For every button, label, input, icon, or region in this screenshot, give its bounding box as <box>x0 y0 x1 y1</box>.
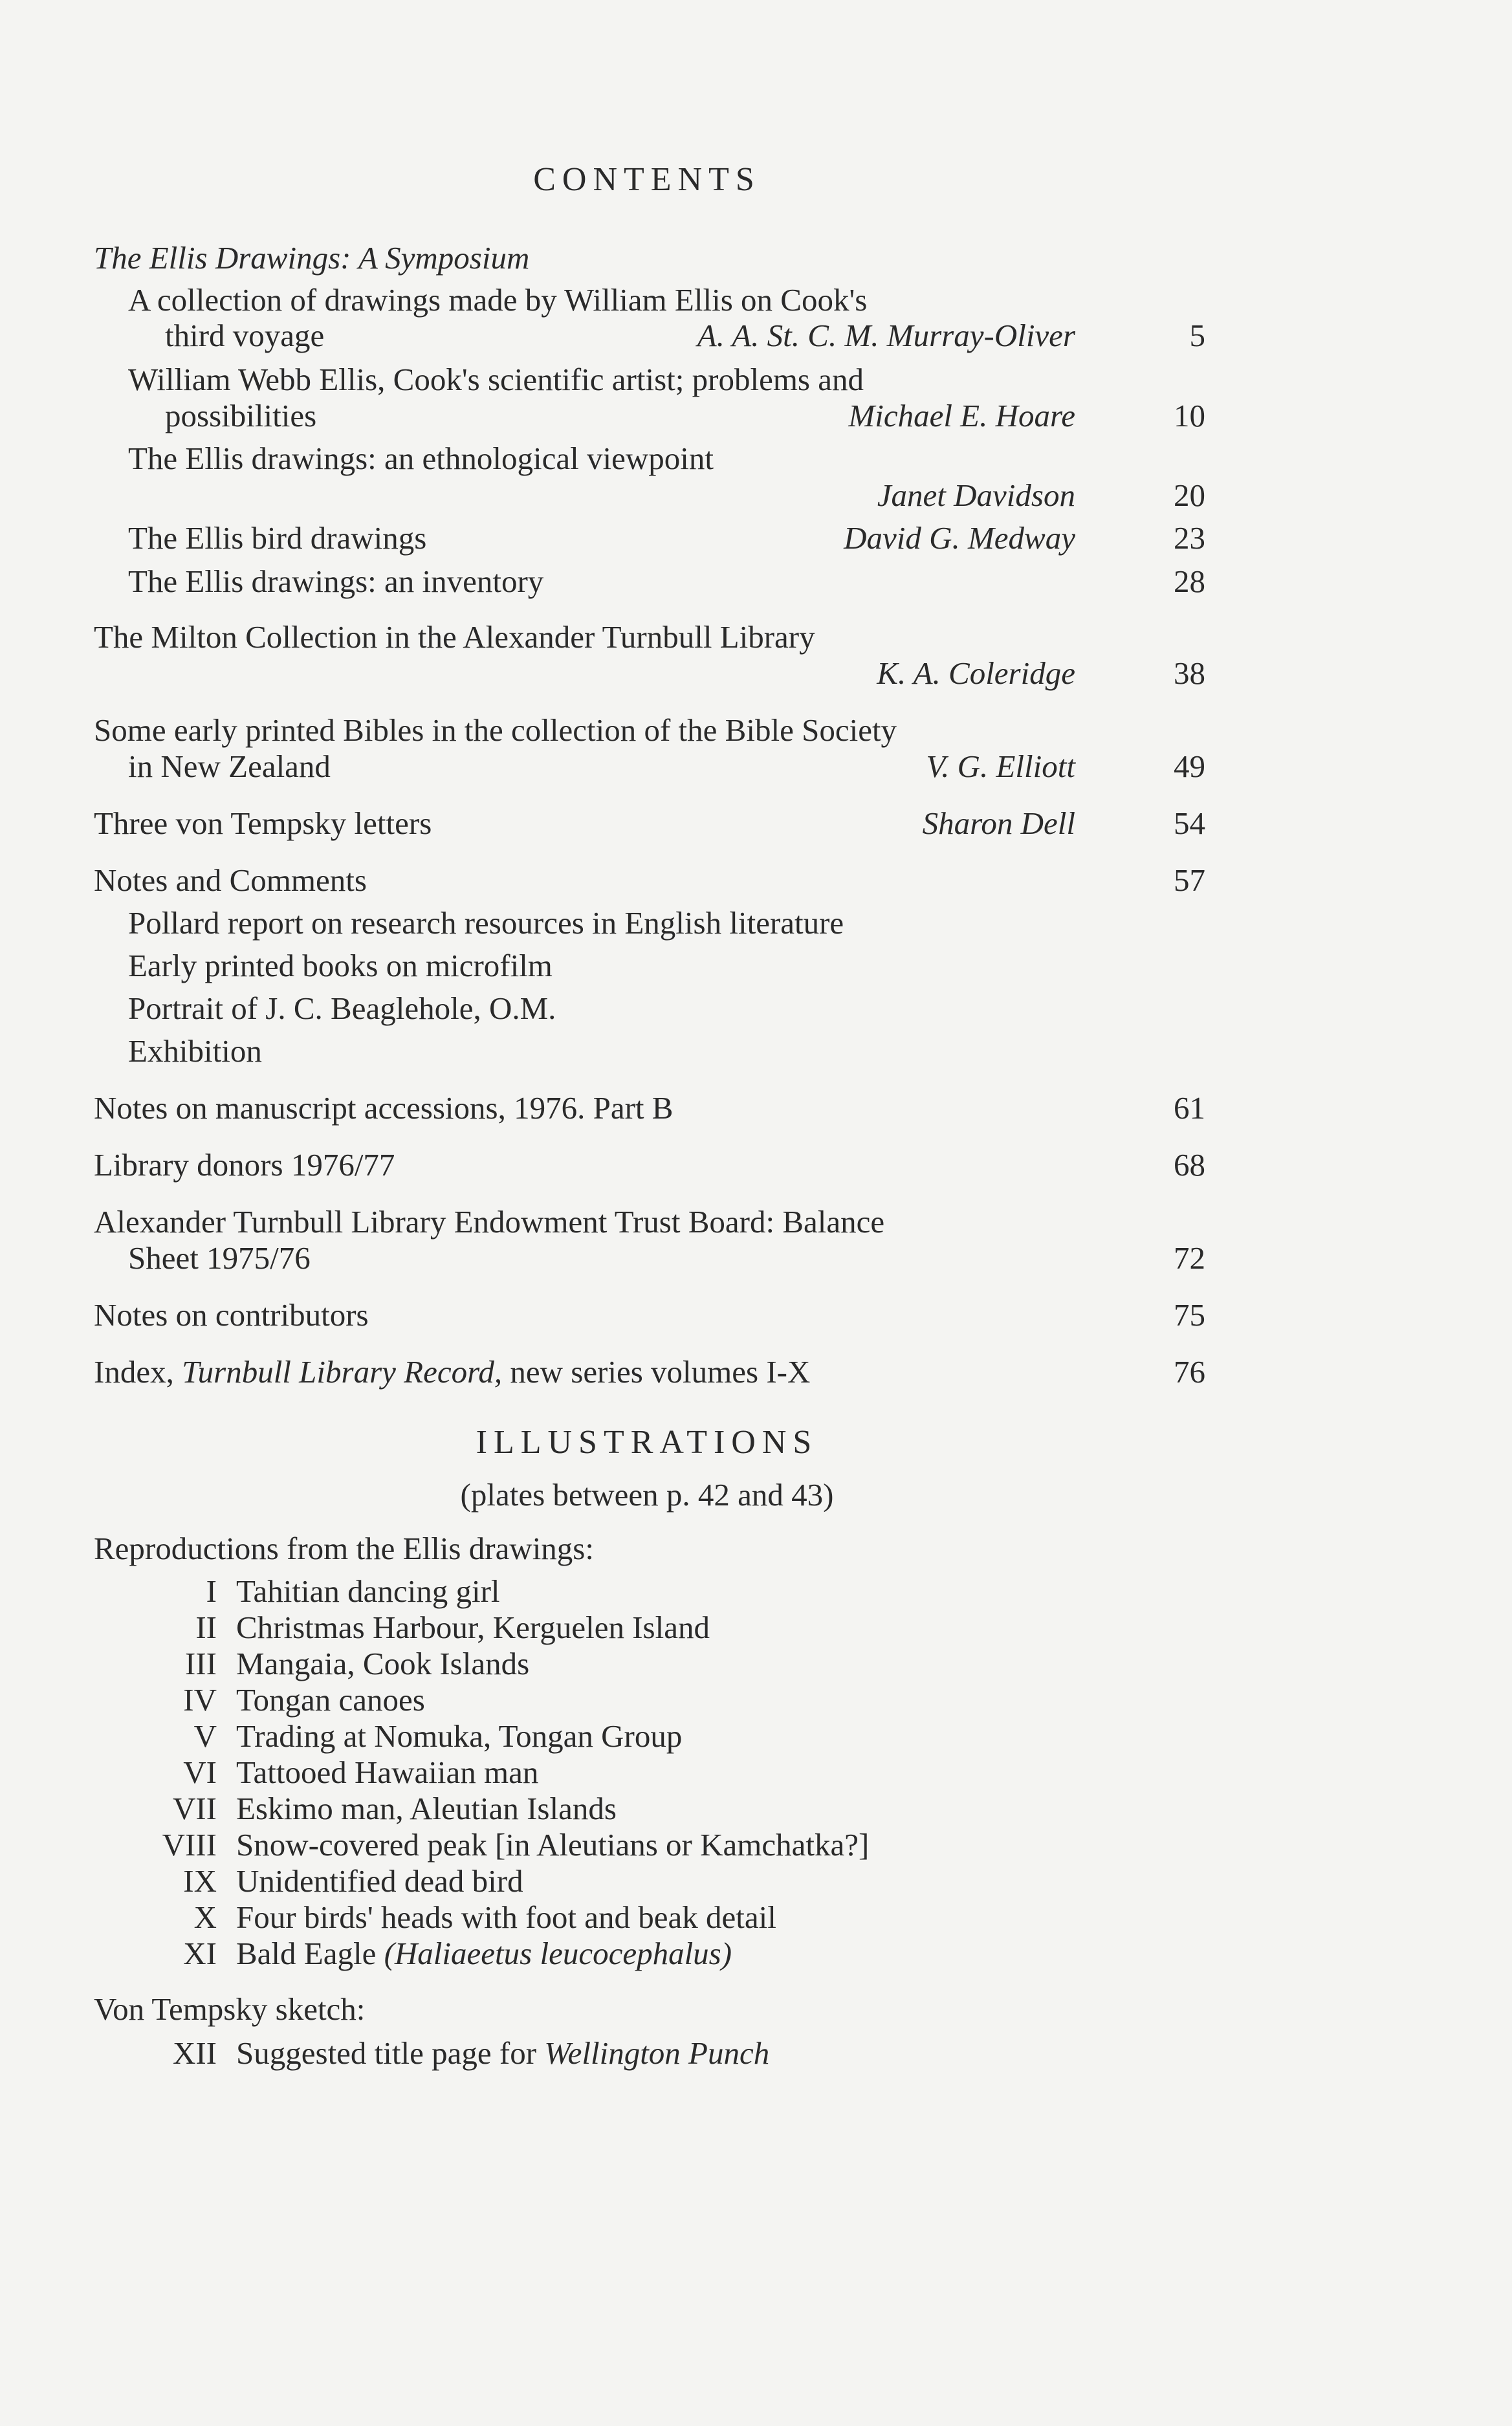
entry-line: Some early printed Bibles in the collection of the Bible Society <box>94 712 897 748</box>
plate-number: I <box>206 1573 217 1609</box>
notes-item: Early printed books on microfilm <box>128 948 553 983</box>
entry-author: Janet Davidson <box>877 477 1075 513</box>
plate-number: XII <box>172 2035 217 2071</box>
plate-title <box>236 1936 732 1972</box>
symposium-title: The Ellis Drawings: A Symposium <box>94 240 530 276</box>
entry-line: Notes on manuscript accessions, 1976. Part B <box>94 1090 674 1126</box>
entry-line: Alexander Turnbull Library Endowment Trust Board: Balance <box>94 1204 885 1240</box>
entry-author: Michael E. Hoare <box>848 398 1075 433</box>
plate-number: VIII <box>162 1827 217 1863</box>
plate-number: IV <box>183 1682 217 1718</box>
tempsky-sketch-label: Von Tempsky sketch: <box>94 1991 366 2027</box>
plate-number: II <box>195 1610 217 1645</box>
plate-title-text: Suggested title page for <box>236 2035 537 2071</box>
entry-line <box>94 1353 810 1391</box>
plate-title-italic: (Haliaeetus leucocephalus) <box>384 1936 732 1971</box>
page-number: 72 <box>1174 1240 1205 1276</box>
plate-title-text: Trading at Nomuka, Tongan Group <box>236 1718 683 1754</box>
entry-line: The Milton Collection in the Alexander Turnbull Library <box>94 619 815 655</box>
plate-title <box>236 1646 529 1682</box>
plate-number: IX <box>183 1863 217 1899</box>
plates-note: (plates between p. 42 and 43) <box>460 1477 834 1513</box>
page-number: 38 <box>1174 655 1205 691</box>
page-number: 20 <box>1174 477 1205 513</box>
plate-number: VII <box>172 1791 217 1826</box>
entry-line: Notes on contributors <box>94 1297 369 1333</box>
plate-number: VI <box>183 1754 217 1790</box>
entry-line: The Ellis drawings: an ethnological viewpoint <box>128 441 714 476</box>
entry-line: Library donors 1976/77 <box>94 1147 395 1183</box>
ellis-repro-label: Reproductions from the Ellis drawings: <box>94 1531 594 1566</box>
plate-title-text: Eskimo man, Aleutian Islands <box>236 1791 617 1826</box>
page-number: 10 <box>1174 398 1205 433</box>
notes-item: Portrait of J. C. Beaglehole, O.M. <box>128 990 556 1026</box>
plate-title-text: Snow-covered peak [in Aleutians or Kamchatka?] <box>236 1827 870 1863</box>
plate-title-italic: Wellington Punch <box>544 2035 770 2071</box>
page-number: 5 <box>1189 318 1205 353</box>
page-number: 75 <box>1174 1297 1205 1333</box>
page-number: 49 <box>1174 749 1205 784</box>
page-number: 28 <box>1174 563 1205 599</box>
page-number: 23 <box>1174 520 1205 556</box>
page-number: 54 <box>1174 805 1205 841</box>
entry-author: A. A. St. C. M. Murray-Oliver <box>697 318 1075 353</box>
plate-title-text: Bald Eagle <box>236 1936 377 1971</box>
contents-heading: CONTENTS <box>533 161 761 198</box>
plate-number: XI <box>183 1936 217 1971</box>
plate-number: V <box>193 1718 217 1754</box>
page-number: 57 <box>1174 862 1205 898</box>
plate-title <box>236 1573 500 1610</box>
entry-line: The Ellis drawings: an inventory <box>128 563 544 599</box>
notes-item: Pollard report on research resources in English literature <box>128 905 844 941</box>
plate-title <box>236 1899 776 1936</box>
plate-title-text: Tahitian dancing girl <box>236 1573 500 1609</box>
plate-title <box>236 1827 869 1863</box>
plate-number: III <box>185 1646 217 1681</box>
entry-line: William Webb Ellis, Cook's scientific artist; problems and <box>128 362 864 397</box>
entry-line: third voyage <box>165 318 325 353</box>
plate-title-text: Tattooed Hawaiian man <box>236 1754 539 1790</box>
plate-title <box>236 1718 682 1754</box>
plate-title <box>236 1610 710 1646</box>
entry-line: in New Zealand <box>128 749 331 784</box>
page-number: 76 <box>1174 1354 1205 1390</box>
entry-line: A collection of drawings made by William Ellis on Cook's <box>128 282 868 318</box>
entry-author: K. A. Coleridge <box>877 655 1075 691</box>
notes-item: Exhibition <box>128 1033 262 1069</box>
plate-title-text: Mangaia, Cook Islands <box>236 1646 530 1681</box>
index-journal-title: Turnbull Library Record, <box>182 1354 503 1390</box>
page-number: 68 <box>1174 1147 1205 1183</box>
plate-title <box>236 1754 538 1791</box>
plate-title <box>236 1791 617 1827</box>
illustrations-heading: ILLUSTRATIONS <box>476 1424 818 1461</box>
entry-line: Notes and Comments <box>94 862 367 898</box>
index-prefix: Index, <box>94 1354 174 1390</box>
entry-author: V. G. Elliott <box>926 749 1075 784</box>
plate-title-text: Unidentified dead bird <box>236 1863 523 1899</box>
plate-title-text: Four birds' heads with foot and beak detail <box>236 1899 776 1935</box>
plate-title-text: Christmas Harbour, Kerguelen Island <box>236 1610 710 1645</box>
entry-author: Sharon Dell <box>922 805 1075 841</box>
entry-author: David G. Medway <box>844 520 1075 556</box>
plate-number: X <box>193 1899 217 1935</box>
plate-title <box>236 2035 769 2071</box>
page-number: 61 <box>1174 1090 1205 1126</box>
entry-line: The Ellis bird drawings <box>128 520 427 556</box>
plate-title-text: Tongan canoes <box>236 1682 425 1718</box>
entry-line: Three von Tempsky letters <box>94 805 432 841</box>
index-suffix: new series volumes I-X <box>510 1354 811 1390</box>
entry-line: possibilities <box>165 398 317 433</box>
plate-title <box>236 1863 523 1899</box>
plate-title <box>236 1682 425 1718</box>
entry-line: Sheet 1975/76 <box>128 1240 311 1276</box>
